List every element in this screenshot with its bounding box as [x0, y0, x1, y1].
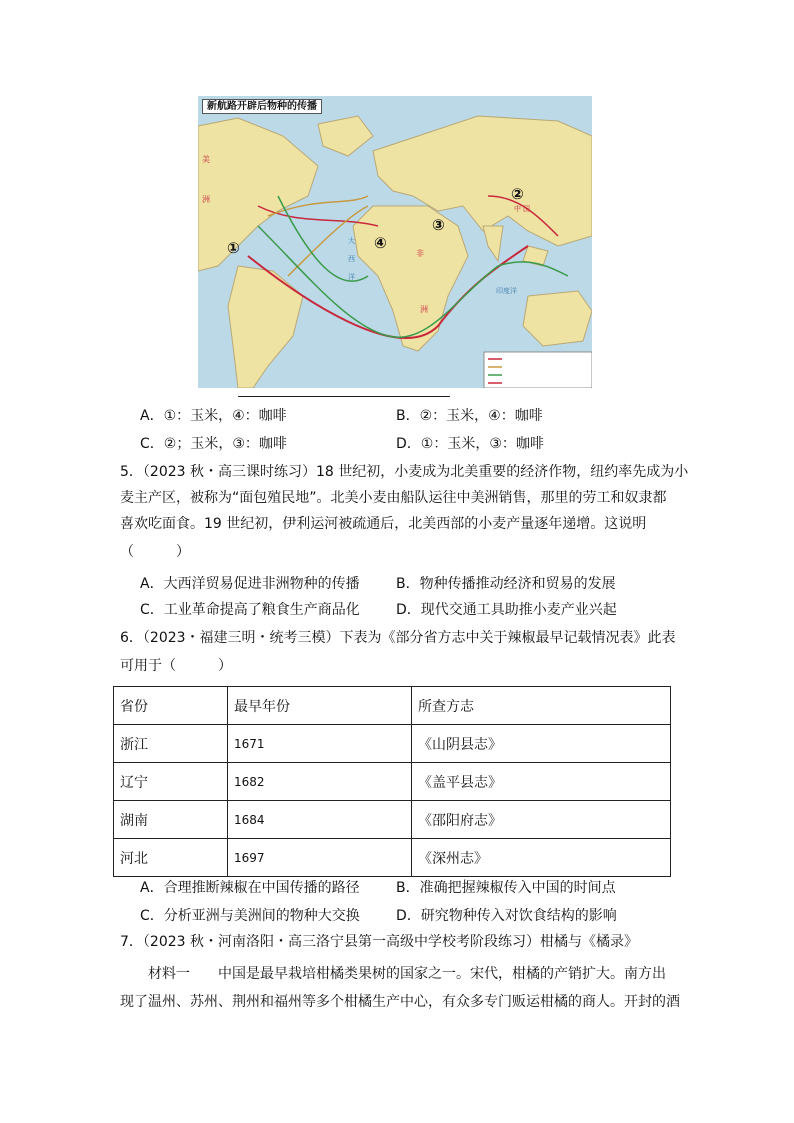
q7-stem-line-1: 7．（2023 秋・河南洛阳・高三洛宁县第一高级中学校考阶段练习）柑橘与《橘录》 [120, 934, 638, 950]
table-cell-year: 1671 [228, 725, 412, 763]
table-cell-gazetteer: 《邵阳府志》 [412, 801, 671, 839]
map-label-indian-ocean: 印度洋 [496, 287, 517, 295]
q5-stem-line-1: 5．（2023 秋・高三课时练习）18 世纪初，小麦成为北美重要的经济作物，纽约率先成为小 [120, 464, 689, 480]
pepper-records-table [113, 686, 671, 877]
table-row [114, 839, 671, 877]
table-row [114, 725, 671, 763]
table-header-row [114, 687, 671, 725]
table-row [114, 763, 671, 801]
map-label-atlantic-2: 西 [348, 255, 355, 263]
table-cell-year: 1684 [228, 801, 412, 839]
q6-option-d: D．研究物种传入对饮食结构的影响 [396, 908, 617, 924]
map-label-america-1: 美 [202, 155, 210, 164]
q5-stem-line-3: 喜欢吃面食。19 世纪初，伊利运河被疏通后，北美西部的小麦产量逐年递增。这说明 [120, 516, 647, 532]
map-label-atlantic-1: 大 [348, 237, 355, 245]
q5-answer-blank: （ ） [120, 544, 190, 560]
table-cell-year: 1682 [228, 763, 412, 801]
map-label-africa-2: 洲 [420, 305, 428, 314]
table-header-gazetteer: 所查方志 [412, 687, 671, 725]
figure-underline [238, 396, 450, 397]
table-header-province: 省份 [114, 687, 228, 725]
map-title: 新航路开辟后物种的传播 [202, 99, 322, 114]
table-cell-gazetteer: 《山阴县志》 [412, 725, 671, 763]
map-label-atlantic-3: 洋 [348, 273, 355, 281]
table-row [114, 801, 671, 839]
q6-option-b: B．准确把握辣椒传入中国的时间点 [396, 880, 616, 896]
q4-option-a: A．①：玉米，④：咖啡 [140, 408, 287, 424]
q7-material-line-2: 现了温州、苏州、荆州和福州等多个柑橘生产中心，有众多专门贩运柑橘的商人。开封的酒 [120, 994, 680, 1010]
table-cell-province: 浙江 [114, 725, 228, 763]
table-header-earliest-year: 最早年份 [228, 687, 412, 725]
q6-option-c: C．分析亚洲与美洲间的物种大交换 [140, 908, 360, 924]
q5-option-a: A．大西洋贸易促进非洲物种的传播 [140, 576, 360, 592]
q5-option-d: D．现代交通工具助推小麦产业兴起 [396, 602, 617, 618]
q4-option-d: D．①：玉米，③：咖啡 [396, 436, 544, 452]
map-label-china-2: 国 [523, 205, 530, 213]
map-label-america-2: 洲 [202, 195, 210, 204]
marker-2: ② [511, 185, 524, 203]
species-spread-map [198, 96, 592, 388]
marker-3: ③ [432, 216, 445, 234]
table-cell-province: 河北 [114, 839, 228, 877]
q4-option-b: B．②：玉米，④：咖啡 [396, 408, 543, 424]
map-label-africa-1: 非 [416, 249, 424, 258]
q5-option-b: B．物种传播推动经济和贸易的发展 [396, 576, 616, 592]
map-label-china-1: 中 [514, 205, 521, 213]
table-cell-gazetteer: 《盖平县志》 [412, 763, 671, 801]
q7-material-line-1: 材料一 中国是最早栽培柑橘类果树的国家之一。宋代，柑橘的产销扩大。南方出 [148, 966, 666, 982]
q6-stem-line-1: 6．（2023・福建三明・统考三模）下表为《部分省方志中关于辣椒最早记载情况表》此表 [120, 630, 676, 646]
q6-stem-line-2: 可用于（ ） [120, 658, 232, 674]
table-cell-province: 湖南 [114, 801, 228, 839]
table-cell-province: 辽宁 [114, 763, 228, 801]
marker-4: ④ [374, 234, 387, 252]
q6-option-a: A．合理推断辣椒在中国传播的路径 [140, 880, 360, 896]
q5-stem-line-2: 麦主产区，被称为“面包殖民地”。北美小麦由船队运往中美洲销售，那里的劳工和奴隶都 [120, 490, 667, 506]
table-cell-year: 1697 [228, 839, 412, 877]
world-map-graphic [198, 96, 592, 388]
q5-option-c: C．工业革命提高了粮食生产商品化 [140, 602, 360, 618]
marker-1: ① [227, 239, 240, 257]
q4-option-c: C．②；玉米，③：咖啡 [140, 436, 287, 452]
table-cell-gazetteer: 《深州志》 [412, 839, 671, 877]
